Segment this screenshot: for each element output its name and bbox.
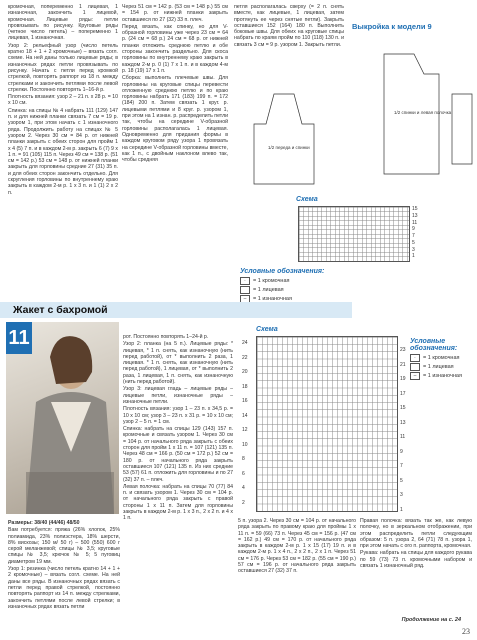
legend-item: · = 1 кромочная xyxy=(240,277,324,285)
paragraph: Узор 2: планка (на 5 п.). Лицевые ряды: * лицевая, * 1 п. снять, как изнаночную (нить перед работой), от * выполнить 2 раза, 1 лицевая. * 1 п. снять, как изнаночную (нить перед работой), 1 лицевая, от * выполнить 2 раза, 1 лицевая, 1 п. снять, как изнаночную (нить перед работой). xyxy=(123,341,233,386)
schema-2-row-numbers-right xyxy=(400,343,406,517)
paragraph: Через 51 см = 142 р. (53 см = 148 р.) 55 см = 154 р. от нижней планки закрыть оставшиеся по 27 (32) 33 п. плеч. xyxy=(122,4,228,23)
knit-stitch-icon xyxy=(410,363,420,371)
schema-2-grid xyxy=(256,336,398,512)
section-title: Жакет с бахромой xyxy=(13,304,108,316)
paragraph: Плотность вязания: узор 1 – 23 п. х 34,5 р. = 10 х 10 см; узор 3 – 23 п. х 31 р. = 10 х 10 см; узор 2 – 5 п. = 1 см. xyxy=(123,406,233,425)
row-number: 9 xyxy=(400,448,403,455)
legend-1 xyxy=(240,268,324,304)
row-number: 17 xyxy=(400,390,406,397)
row-number: 23 xyxy=(400,347,406,353)
row-number: 16 xyxy=(242,398,248,404)
legend-item: – = 1 изнаночная xyxy=(240,295,324,303)
row-number: 22 xyxy=(242,354,248,361)
row-number: 18 xyxy=(242,383,248,390)
paragraph: Узор 1: резинка (число петель кратно 14 + 1 + 2 кромочные) – вязать согл. схеме. На ней даны все ряды. В изнаночных рядах вязать с петли перед правой стрелкой, постоянно повторять раппорт из 14 п. между стрелками, закончить петлями после левой стрелки; в изнаночных рядах вязать петли xyxy=(8,566,120,610)
row-number: 1 xyxy=(412,253,415,260)
purl-stitch-icon: – xyxy=(240,295,250,303)
section-banner xyxy=(0,302,352,318)
paragraph: Рукава: набрать на спицы для каждого рукава по 59 (73) 73 п. кромочными набором и связать 1 изнаночный ряд. xyxy=(360,550,472,570)
row-number: 12 xyxy=(242,427,248,433)
paragraph: петля располагалась сверху (= 2 п. снять вместе, как лицевые, 1 лицевая, затем протянуть ее через снятые петли). Закрыть оставшиеся 152 (164) 180 п. Выполнить боковые швы. Для обеих на круговые спицы набрать по краям пройм по 110 (118) 130 п. и связать 3 см = 9 р. узором 1. Закрыть петли. xyxy=(234,4,344,48)
continuation-note: Продолжение на с. 24 xyxy=(401,617,461,623)
schema-2-title: Схема xyxy=(256,326,278,333)
row-number: 19 xyxy=(400,376,406,382)
text-column-2 xyxy=(122,4,228,164)
row-number: 4 xyxy=(242,485,245,491)
legend-item: = 1 лицевая xyxy=(410,363,472,371)
schema-1-grid xyxy=(298,206,410,262)
front-label: 1/2 переда и спинки xyxy=(268,145,310,150)
row-number: 20 xyxy=(242,369,248,375)
knit-stitch-icon xyxy=(240,286,250,294)
legend-2 xyxy=(410,338,472,381)
paragraph: Правая полочка: вязать так же, как левую полочку, но в зеркальном отображении, при этом распределить петли следующим образом: 5 п. узора 2, 64 (71) 78 п. узора 1, при этом начать с ого п. раппорта, кромочная. xyxy=(360,518,472,550)
purl-stitch-icon: – xyxy=(410,372,420,380)
row-number: 14 xyxy=(242,412,248,419)
paragraph: кромочная, попеременно 1 лицевая, 1 изнаночная, закончить 1 лицевой, кромочная. Лицевые ряды: петли провязывать по рисунку. Круговые ряды (четное число петель) – попеременно 1 лицевая, 1 изнаночная. xyxy=(8,4,118,42)
schema-2-row-numbers-left xyxy=(242,336,248,510)
row-number: 9 xyxy=(412,226,415,233)
row-number: 11 xyxy=(412,219,418,226)
row-number: 21 xyxy=(400,361,406,368)
paragraph: рот. Постоянно повторять 1–24-й р. xyxy=(123,334,209,340)
row-number: 15 xyxy=(412,206,418,212)
row-number: 13 xyxy=(412,212,418,219)
edge-stitch-icon: · xyxy=(410,354,420,362)
materials-section xyxy=(8,520,120,611)
row-number: 2 xyxy=(242,499,245,506)
row-number: 7 xyxy=(400,463,403,469)
paragraph: Узор 2: рельефный узор (число петель кратно 18 + 1 + 2 кромочные) – вязать согл. схеме. На ней даны только лицевые ряды; в изнаночных рядах петли провязывать по рисунку. Начать с петли перед кромкой стрелкой, повторять раппорт из 18 п. между стрелками и закончить петлями после левой стрелки. Постоянно повторять 1–16-й р. xyxy=(8,42,118,93)
row-number: 5 xyxy=(412,239,415,246)
paragraph: Сборка: выполнить плечевые швы. Для горловины на круговые спицы перевести отложенную среднюю петлю и по краю горловины набрать 171 (183) 199 п. = 172 (184) 200 п. Затем связать 1 круг. р. лицевыми петлями и 8 круг. р. узором 1, при этом на 1 изнан. р. распределить петли так, чтобы на середине V-образной горловины располагалась 1 лицевая. Одновременно для придания формы в каждом круговом ряду узора 1 провязать на середине V-образной горловины вместе, как 1 п., с двойным наклоном влево так, чтобы средняя xyxy=(122,75,228,164)
schema-1-row-numbers xyxy=(412,206,418,260)
row-number: 10 xyxy=(242,441,248,448)
text-column-5 xyxy=(238,518,356,576)
schema-1-title: Схема xyxy=(296,196,318,203)
sizes-line: Размеры: 38/40 (44/46) 48/50 xyxy=(8,520,80,526)
page-number: 23 xyxy=(462,627,470,636)
row-number: 1 xyxy=(400,506,403,513)
edge-stitch-icon: · xyxy=(240,277,250,285)
legend-item: · = 1 кромочная xyxy=(410,354,472,362)
paragraph: 5 п. узора 2. Через 30 см = 104 р. от начального ряда закрыть по правому краю для проймы 1 х 11 п. = 59 (66) 73 п. Через 45 см = 156 р. (47 см = 162 р.) 49 см = 170 р. от начального ряда закрыть в каждом 2-м р. 1 х 15 (17) 19 п. и в каждом 2-м р. 1 х 4 п., 2 х 2 п., 2 х 1 п. Через 51 см = 176 р. Через 53 см = 182 р. (55 см = 190 р.) 57 см = 196 р. от начального ряда закрыть оставшиеся 27 (32) 37 п. xyxy=(238,518,356,575)
text-column-4 xyxy=(123,334,233,523)
row-number: 3 xyxy=(400,492,403,498)
legend-title: Условные обозначения: xyxy=(410,338,458,352)
model-number-badge: 11 xyxy=(6,322,32,354)
paragraph: Левая полочка: набрать на спицы 70 (77) 84 п. и связать узором 1. Через 30 см = 104 р. от начального ряда закрыть с правой стороны 1 х 11 п. Затем для горловины закрыть в каждом 2-м р. 1 х 3 п., 2 х 2 п. и 4 х 1 п. xyxy=(123,483,233,522)
legend-item: – = 1 изнаночная xyxy=(410,372,472,380)
row-number: 11 xyxy=(400,434,406,440)
legend-item: = 1 лицевая xyxy=(240,286,324,294)
row-number: 15 xyxy=(400,405,406,411)
text-column-6 xyxy=(360,518,472,570)
pattern-title: Выкройка к модели 9 xyxy=(352,22,432,31)
row-number: 24 xyxy=(242,340,248,346)
panel-label: 1/2 спинки и левая полочка xyxy=(394,110,452,115)
row-number: 6 xyxy=(242,470,245,477)
paragraph: Перед вязать, как спинку, но для V-образной горловины уже через 23 см = 64 р. (24 см = 68 р.) 24 см = 68 р. от нижней планки отложить среднюю петлю и обе стороны закончить раздельно. Для скоса горловины по внутреннему краю закрыть в каждом 2-м р. 0 (1) 7 х 1 п. и в каждом 4-м р. 18 (19) 17 х 1 п. xyxy=(122,23,228,74)
row-number: 3 xyxy=(412,246,415,253)
row-number: 7 xyxy=(412,233,415,239)
paragraph: Плотность вязания: узор 2 – 21 п. х 28 р. = 10 х 10 см. xyxy=(8,94,118,107)
row-number: 5 xyxy=(400,477,403,484)
paragraph: Спинка: на спицы № 4 набрать 111 (129) 147 п. и для нижней планки связать 7 см = 19 р. узором 1, при этом начать с 1 изнаночного ряда. Продолжить работу на спицах № 5 узором 2. Через 30 см = 84 р. от нижней планки закрыть с обеих сторон для пройм 1 х 4 (5) 7 п. и в каждом 2-м р. закрыть 6 (7) 9 х 1 п. = 91 (105) 115 п. Через 49 см = 138 р. (51 см = 142 р.) 53 см = 148 р. от нижней планки закрыть для горловины средние 27 (31) 35 п. и для обеих сторон закончить отдельно. Для скругления горловины по внутреннему краю закрыть в каждом 2-м р. 1 х 3 п. и 1 (1) 2 х 2 п. xyxy=(8,107,118,196)
legend-title: Условные обозначения: xyxy=(240,268,325,275)
pattern-schematic xyxy=(234,34,474,194)
row-number: 13 xyxy=(400,419,406,426)
text-column-1 xyxy=(8,4,118,197)
paragraph: Вам потребуется: пряжа (26% хлопок, 25% полиамида, 23% полиэстера, 18% шерсти, 8% вискозы; 150 м/ 50 г) – 500 (550) 600 г серой меланжевой; спицы № 3,5; круговые спицы № 3,5; крючок № 5; 5 пуговиц диаметром 19 мм. xyxy=(8,527,120,565)
paragraph: Спинка: набрать на спицы 129 (143) 157 п. кромочные и связать узором 1. Через 30 см = 104 р. от начального ряда закрыть с обеих сторон для пройм 1 х 11 п. = 107 (121) 135 п. Через 48 см = 166 р. (50 см = 172 р.) 52 см = 180 р. от начального ряда закрыть оставшиеся 107 (121) 135 п. Из них средние 53 (57) 61 п. отложить для горловины и по 27 (32) 37 п. – плеч. xyxy=(123,426,233,483)
paragraph: Узор 3: лицевая гладь – лицевые ряды – лицевые петли, изнаночные ряды – изнаночные петли. xyxy=(123,386,233,405)
row-number: 8 xyxy=(242,456,245,462)
